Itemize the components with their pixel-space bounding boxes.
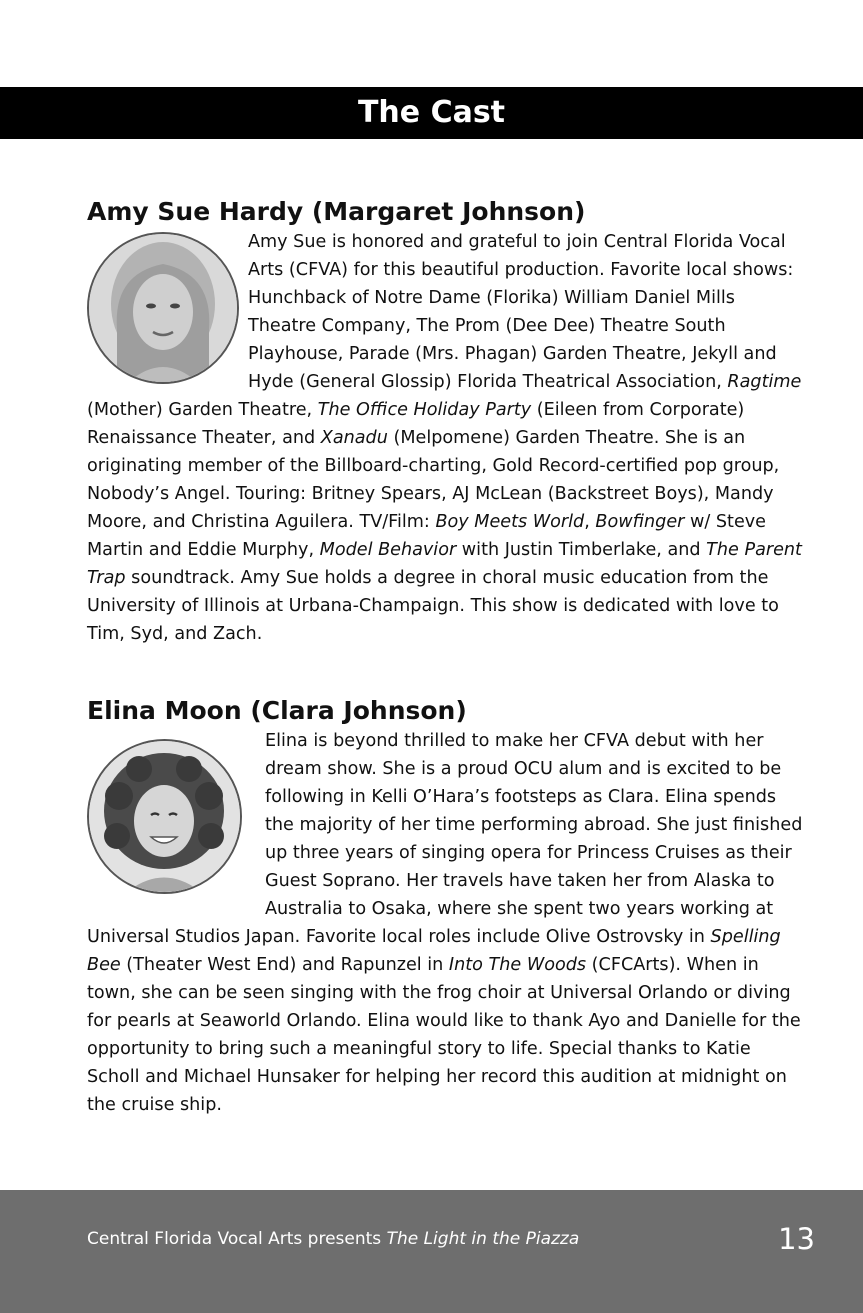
portrait-image (89, 234, 237, 382)
cast-bio: Elina is beyond thrilled to make her CFVA debut with her dream show. She is a proud OCU alum and is excited to be following in Kelli O’Hara’s footsteps as Clara. Elina spends the majority of her time performing abroad. She just finished up three years of singing opera for Princess Cruises as their Guest Soprano. Her travels have taken her from Alaska to Australia to Osaka, where she spent two years working at Universal Studios Japan. Favorite local roles include Olive Ostrovsky in Spelling Bee (Theater West End) and Rapunzel in Into The Woods (CFCArts). When in town, she can be seen singing with the frog choir at Universal Orlando or diving for pearls at Seaworld Orlando. Elina would like to thank Ayo and Danielle for the opportunity to bring such a meaningful story to life. Special thanks to Katie Scholl and Michael Hunsaker for helping her record this audition at midnight on the cruise ship. (87, 731, 803, 1115)
section-title-bar (0, 87, 863, 139)
cast-heading: Amy Sue Hardy (Margaret Johnson) (87, 197, 586, 226)
cast-bio: Amy Sue is honored and grateful to join Central Florida Vocal Arts (CFVA) for this beautiful production. Favorite local shows: Hunchback of Notre Dame (Florika) William Daniel Mills Theatre Company, The Prom (Dee Dee) Theatre South Playhouse, Parade (Mrs. Phagan) Garden Theatre, Jekyll and Hyde (General Glossip) Florida Theatrical Association, Ragtime (Mother) Garden Theatre, The Office Holiday Party (Eileen from Corporate) Renaissance Theater, and Xanadu (Melpomene) Garden Theatre. She is an originating member of the Billboard-charting, Gold Record-certified pop group, Nobody’s Angel. Touring: Britney Spears, AJ McLean (Backstreet Boys), Mandy Moore, and Christina Aguilera. TV/Film: Boy Meets World, Bowfinger w/ Steve Martin and Eddie Murphy, Model Behavior with Justin Timberlake, and The Parent Trap soundtrack. Amy Sue holds a degree in choral music education from the University of Illinois at Urbana-Champaign. This show is dedicated with love to Tim, Syd, and Zach. (87, 232, 802, 644)
show-title: The Light in the Piazza (386, 1229, 580, 1249)
cast-heading: Elina Moon (Clara Johnson) (87, 696, 467, 725)
headshot-photo (87, 232, 239, 384)
footer-credit: Central Florida Vocal Arts presents The Light in the Piazza (87, 1229, 580, 1249)
page-footer (0, 1190, 863, 1313)
cast-member-amy-sue-hardy (87, 196, 807, 648)
page-number: 13 (778, 1222, 815, 1256)
section-title: The Cast (357, 95, 506, 130)
headshot-photo (87, 739, 242, 894)
portrait-image (89, 741, 240, 892)
cast-member-elina-moon (87, 695, 807, 1119)
